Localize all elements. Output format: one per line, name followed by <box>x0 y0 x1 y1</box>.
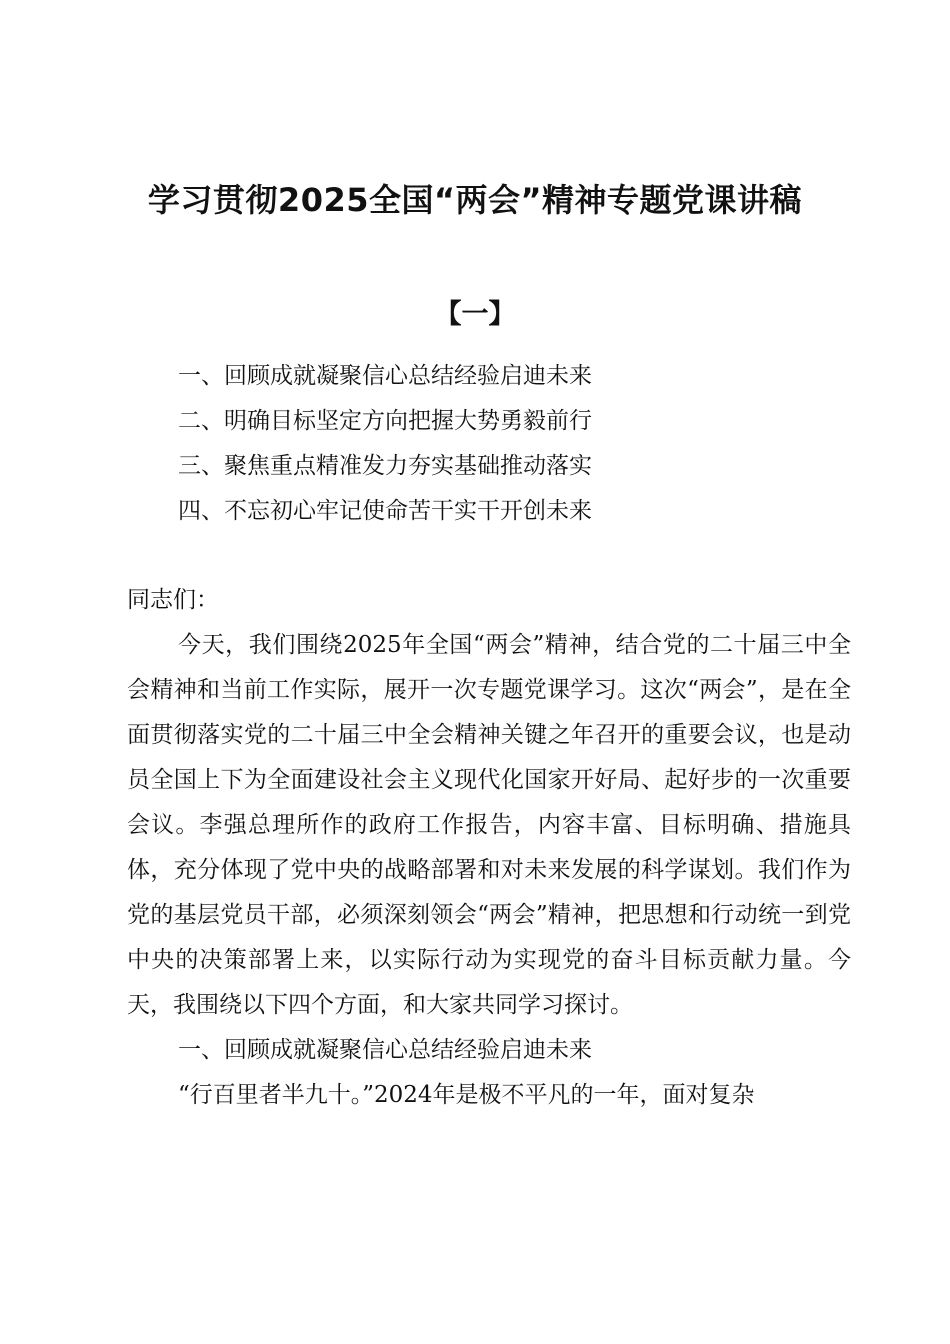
section-marker: 【一】 <box>434 299 516 330</box>
body-text <box>127 578 851 1118</box>
table-of-contents <box>178 354 592 534</box>
body-paragraph: “行百里者半九十。”2024年是极不平凡的一年，面对复杂 <box>178 1082 755 1108</box>
toc-item: 二、明确目标坚定方向把握大势勇毅前行 <box>178 408 592 434</box>
toc-item: 四、不忘初心牢记使命苦干实干开创未来 <box>178 498 592 524</box>
toc-item: 三、聚焦重点精准发力夯实基础推动落实 <box>178 453 592 479</box>
salutation: 同志们： <box>127 587 219 613</box>
section-heading: 一、回顾成就凝聚信心总结经验启迪未来 <box>178 1037 592 1063</box>
toc-item: 一、回顾成就凝聚信心总结经验启迪未来 <box>178 363 592 389</box>
document-title: 学习贯彻2025全国“两会”精神专题党课讲稿 <box>147 181 803 219</box>
intro-paragraph: 今天，我们围绕2025年全国“两会”精神，结合党的二十届三中全会精神和当前工作实际，展开一次专题党课学习。这次“两会”，是在全面贯彻落实党的二十届三中全会精神关键之年召开的重要会议，也是动员全国上下为全面建设社会主义现代化国家开好局、起好步的一次重要会议。李强总理所作的政府工作报告，内容丰富、目标明确、措施具体，充分体现了党中央的战略部署和对未来发展的科学谋划。我们作为党的基层党员干部，必须深刻领会“两会”精神，把思想和行动统一到党中央的决策部署上来，以实际行动为实现党的奋斗目标贡献力量。今天，我围绕以下四个方面，和大家共同学习探讨。 <box>127 632 851 1018</box>
